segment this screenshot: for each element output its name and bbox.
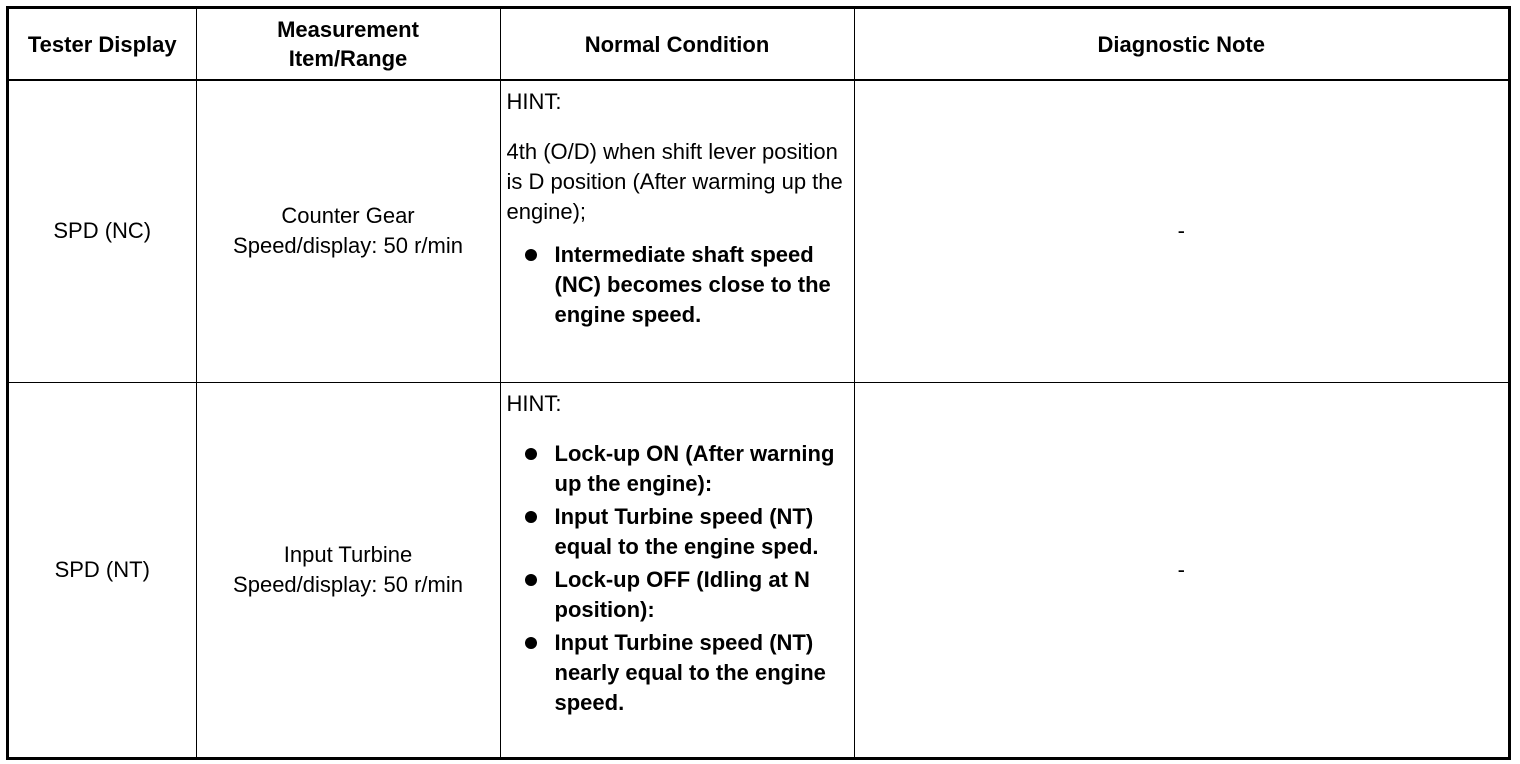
- normal-condition-cell: [500, 80, 854, 382]
- table-row: [9, 80, 1508, 382]
- bullet-text: Lock-up ON (After warning up the engine):: [554, 440, 835, 496]
- header-normal-condition-label: Normal Condition: [584, 31, 770, 57]
- diagnostic-note-cell: [854, 80, 1508, 382]
- bullet-icon: [525, 448, 537, 460]
- list-item: [507, 502, 850, 562]
- measurement-range: Speed/display: 50 r/min: [233, 233, 463, 259]
- tester-display-cell: [9, 80, 196, 382]
- header-measurement-line1: Measurement: [277, 17, 419, 42]
- diagnostic-note-value: -: [1177, 556, 1185, 582]
- tester-data-table: [9, 9, 1508, 757]
- header-tester-display: [9, 9, 196, 80]
- bullet-icon: [525, 637, 537, 649]
- header-tester-display-label: Tester Display: [27, 31, 177, 57]
- bullet-text: Input Turbine speed (NT) equal to the engine sped.: [554, 503, 819, 559]
- hint-label: HINT:: [506, 89, 562, 114]
- condition-bullet-list: [507, 240, 850, 330]
- header-normal-condition: [500, 9, 854, 80]
- condition-bullet-list: [507, 439, 850, 718]
- measurement-cell: [196, 80, 500, 382]
- list-item: [507, 240, 850, 330]
- header-measurement: [196, 9, 500, 80]
- normal-condition-cell: [500, 382, 854, 757]
- bullet-text: Lock-up OFF (Idling at N position):: [554, 566, 810, 622]
- measurement-range: Speed/display: 50 r/min: [233, 571, 463, 597]
- header-measurement-line2: Item/Range: [288, 46, 408, 71]
- bullet-text: Input Turbine speed (NT) nearly equal to the engine speed.: [554, 629, 826, 715]
- tester-display-value: SPD (NT): [54, 556, 150, 582]
- list-item: [507, 628, 850, 718]
- header-diagnostic-note-label: Diagnostic Note: [1097, 31, 1265, 57]
- diagnostic-note-cell: [854, 382, 1508, 757]
- tester-display-cell: [9, 382, 196, 757]
- header-diagnostic-note: [854, 9, 1508, 80]
- diagnostic-note-value: -: [1177, 218, 1185, 244]
- bullet-text: Intermediate shaft speed (NC) becomes close to the engine speed.: [554, 242, 831, 327]
- bullet-icon: [525, 574, 537, 586]
- data-table-container: [6, 6, 1511, 760]
- measurement-cell: [196, 382, 500, 757]
- measurement-item: Counter Gear: [281, 203, 415, 229]
- tester-display-value: SPD (NC): [53, 218, 152, 244]
- header-row: [9, 9, 1508, 80]
- bullet-icon: [525, 511, 537, 523]
- list-item: [507, 439, 850, 499]
- hint-label: HINT:: [506, 390, 562, 416]
- bullet-icon: [525, 249, 537, 261]
- list-item: [507, 565, 850, 625]
- table-row: [9, 382, 1508, 757]
- condition-description: 4th (O/D) when shift lever position is D position (After warming up the engine);: [506, 139, 843, 224]
- measurement-item: Input Turbine: [283, 541, 413, 567]
